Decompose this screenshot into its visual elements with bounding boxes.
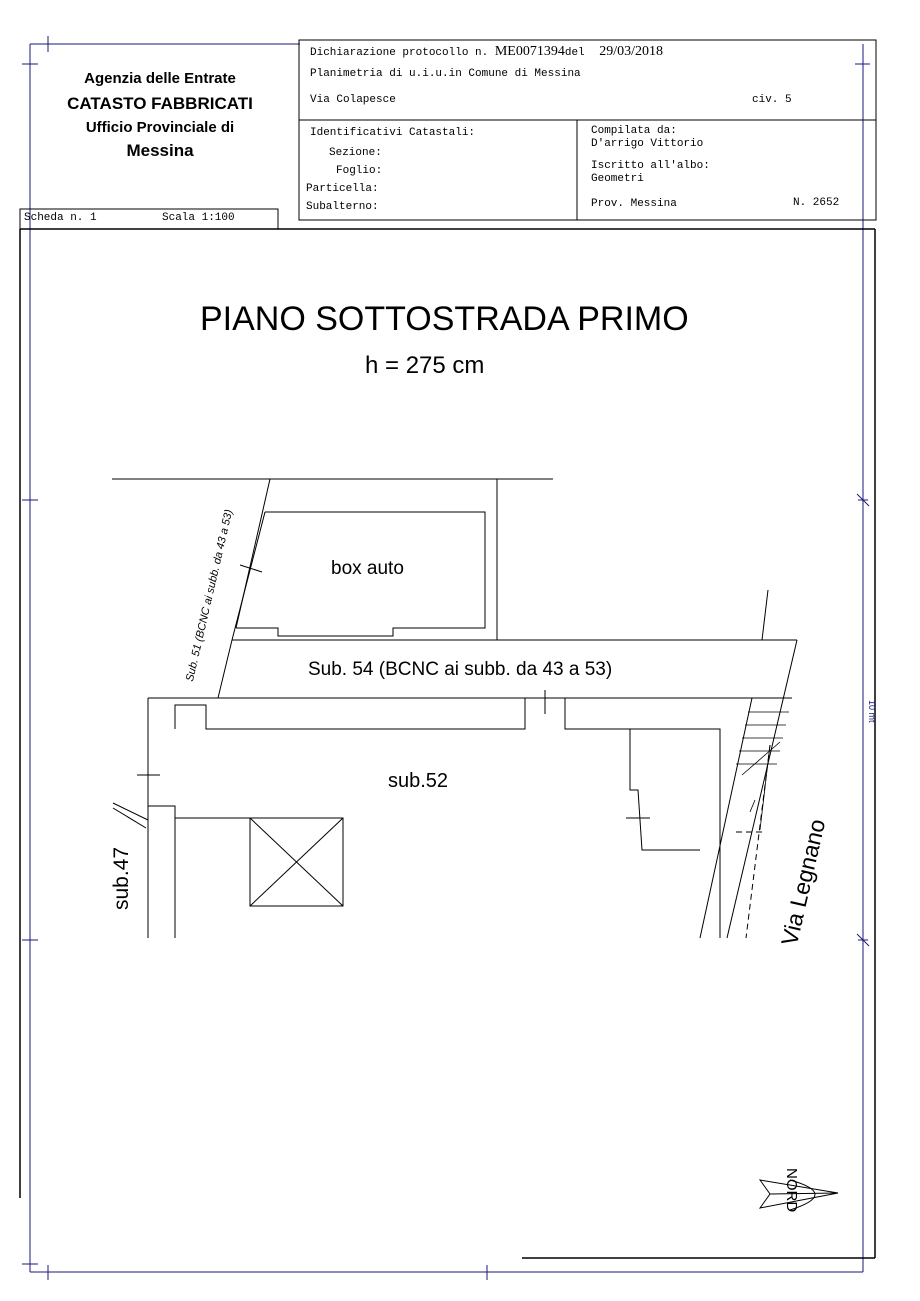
albo-value: Geometri [591,173,644,185]
protocol-date: 29/03/2018 [599,44,664,59]
sub51-label: Sub. 51 (BCNC ai subb. da 43 a 53) [184,508,236,683]
albo-number: N. 2652 [793,197,840,209]
catasto-title: CATASTO FABBRICATI [67,94,253,113]
scale-mark: 10 mt [867,700,877,723]
protocol-number: ME0071394 [494,44,565,59]
agency-name: Agenzia delle Entrate [84,70,236,87]
sub52-label: sub.52 [388,770,449,792]
scala-label: Scala 1:100 [162,212,235,224]
compilata-label: Compilata da: [591,125,677,137]
sub54-label: Sub. 54 (BCNC ai subb. da 43 a 53) [308,659,613,680]
province-label: Prov. Messina [591,198,677,210]
planimetria-line: Planimetria di u.i.u.in Comune di Messina [310,68,581,80]
protocol-label: Dichiarazione protocollo n. [310,47,489,59]
scheda-label: Scheda n. 1 [24,212,97,224]
civic-number: civ. 5 [752,94,792,106]
ufficio-label: Ufficio Provinciale di [85,119,235,136]
subalterno-label: Subalterno: [306,201,379,213]
iscritto-label: Iscritto all'albo: [591,160,710,172]
foglio-label: Foglio: [336,165,383,177]
office-city: Messina [126,141,194,160]
compiler-name: D'arrigo Vittorio [591,138,704,150]
stairs [736,712,789,830]
via-legnano-label: Via Legnano [776,816,831,948]
protocol-del: del [564,47,585,59]
sub47-label: sub.47 [110,846,133,910]
outer-frame [22,36,870,1280]
particella-label: Particella: [306,183,379,195]
plan-height: h = 275 cm [365,352,485,379]
street-address: Via Colapesce [310,94,396,106]
nord-label: NORD [783,1168,800,1213]
plan-title: PIANO SOTTOSTRADA PRIMO [200,300,689,338]
identificativi-label: Identificativi Catastali: [310,127,476,139]
dashed-line [736,745,770,938]
sezione-label: Sezione: [329,147,382,159]
protocol-line [310,44,663,60]
box-auto-label: box auto [331,558,404,579]
